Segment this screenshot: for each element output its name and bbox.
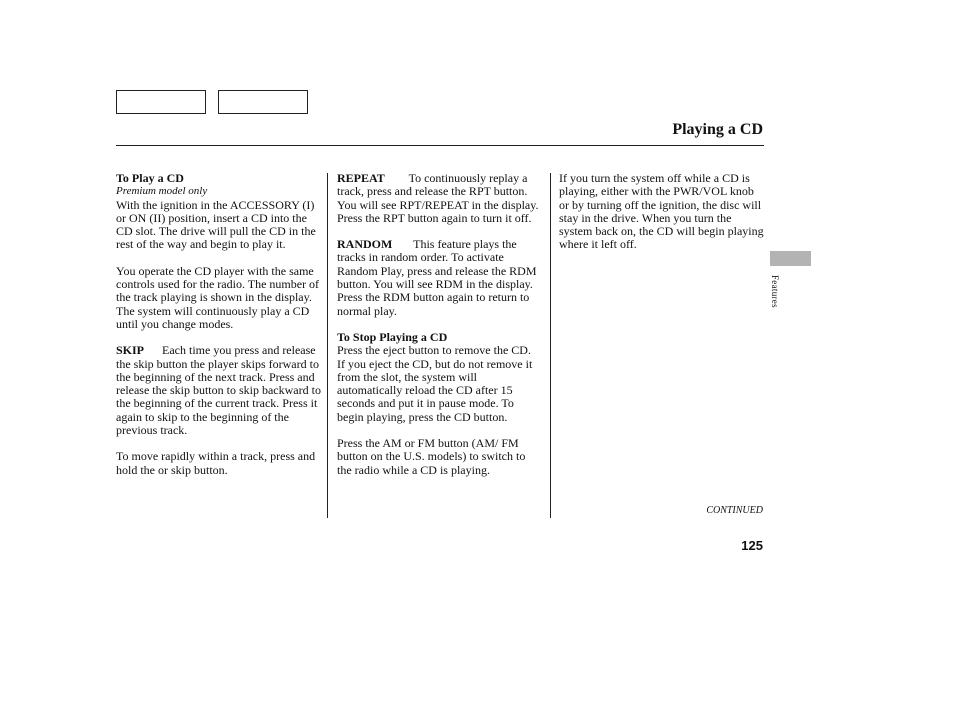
repeat-label: REPEAT [337, 171, 385, 185]
paragraph-insert-cd: With the ignition in the ACCESSORY (I) or ON (II) position, insert a CD into the CD slot. The drive will pull the CD in the rest of the way and begin to play it. [116, 197, 316, 252]
nav-button-2[interactable] [218, 90, 308, 114]
section-heading-stop-cd: To Stop Playing a CD [337, 329, 448, 344]
header-rule [116, 145, 764, 146]
section-tab-marker [770, 251, 811, 266]
random-text: This feature plays the tracks in random order. To activate Random Play, press and release the RDM button. You will see RDM in the display. Press the RDM button again to return to normal play. [337, 237, 537, 318]
skip-label: SKIP [116, 343, 145, 358]
page-title: Playing a CD [672, 121, 763, 138]
random-label: RANDOM [337, 237, 393, 252]
paragraph-radio: Press the AM or FM button (AM/ FM button on the U.S. models) to switch to the radio while a CD is playing. [337, 436, 526, 477]
nav-button-1[interactable] [116, 90, 206, 114]
column-divider-1 [327, 173, 328, 518]
skip-text: Each time you press and release the skip button the player skips forward to the beginning of the next track. Press and release the skip button to skip backward to the beginning of the current track. Press it again to skip to the beginning of the previous track. [116, 343, 321, 438]
section-heading-play-cd: To Play a CD [116, 171, 184, 185]
paragraph-rapid-move: To move rapidly within a track, press and hold the or skip button. [116, 449, 316, 477]
paragraph-skip [116, 344, 321, 437]
column-2 [337, 172, 540, 490]
column-3 [559, 172, 764, 265]
continued-label: CONTINUED [706, 505, 763, 516]
paragraph-system-off: If you turn the system off while a CD is playing, either with the PWR/VOL knob or by turning off the ignition, the disc will stay in the drive. When you turn the system back on, the CD will begin playing where it left off. [559, 171, 764, 252]
paragraph-stop: Press the eject button to remove the CD. If you eject the CD, but do not remove it from the slot, the system will automatically reload the CD after 15 seconds and put it in pause mode. To begin playing, press the CD button. [337, 343, 533, 424]
paragraph-repeat [337, 172, 540, 225]
repeat-text: To continuously replay a track, press and release the RPT button. You will see RPT/REPEAT in the display. Press the RPT button again to turn it off. [337, 171, 539, 225]
page-number: 125 [741, 538, 763, 553]
section-tab-label [764, 275, 788, 325]
column-divider-2 [550, 173, 551, 518]
section-subheading: Premium model only [116, 185, 208, 198]
paragraph-operate: You operate the CD player with the same controls used for the radio. The number of the track playing is shown in the display. The system will continuously play a CD until you change modes. [116, 263, 320, 331]
section-tab-text: Features [770, 275, 780, 308]
paragraph-random [337, 238, 540, 318]
column-1 [116, 172, 321, 490]
